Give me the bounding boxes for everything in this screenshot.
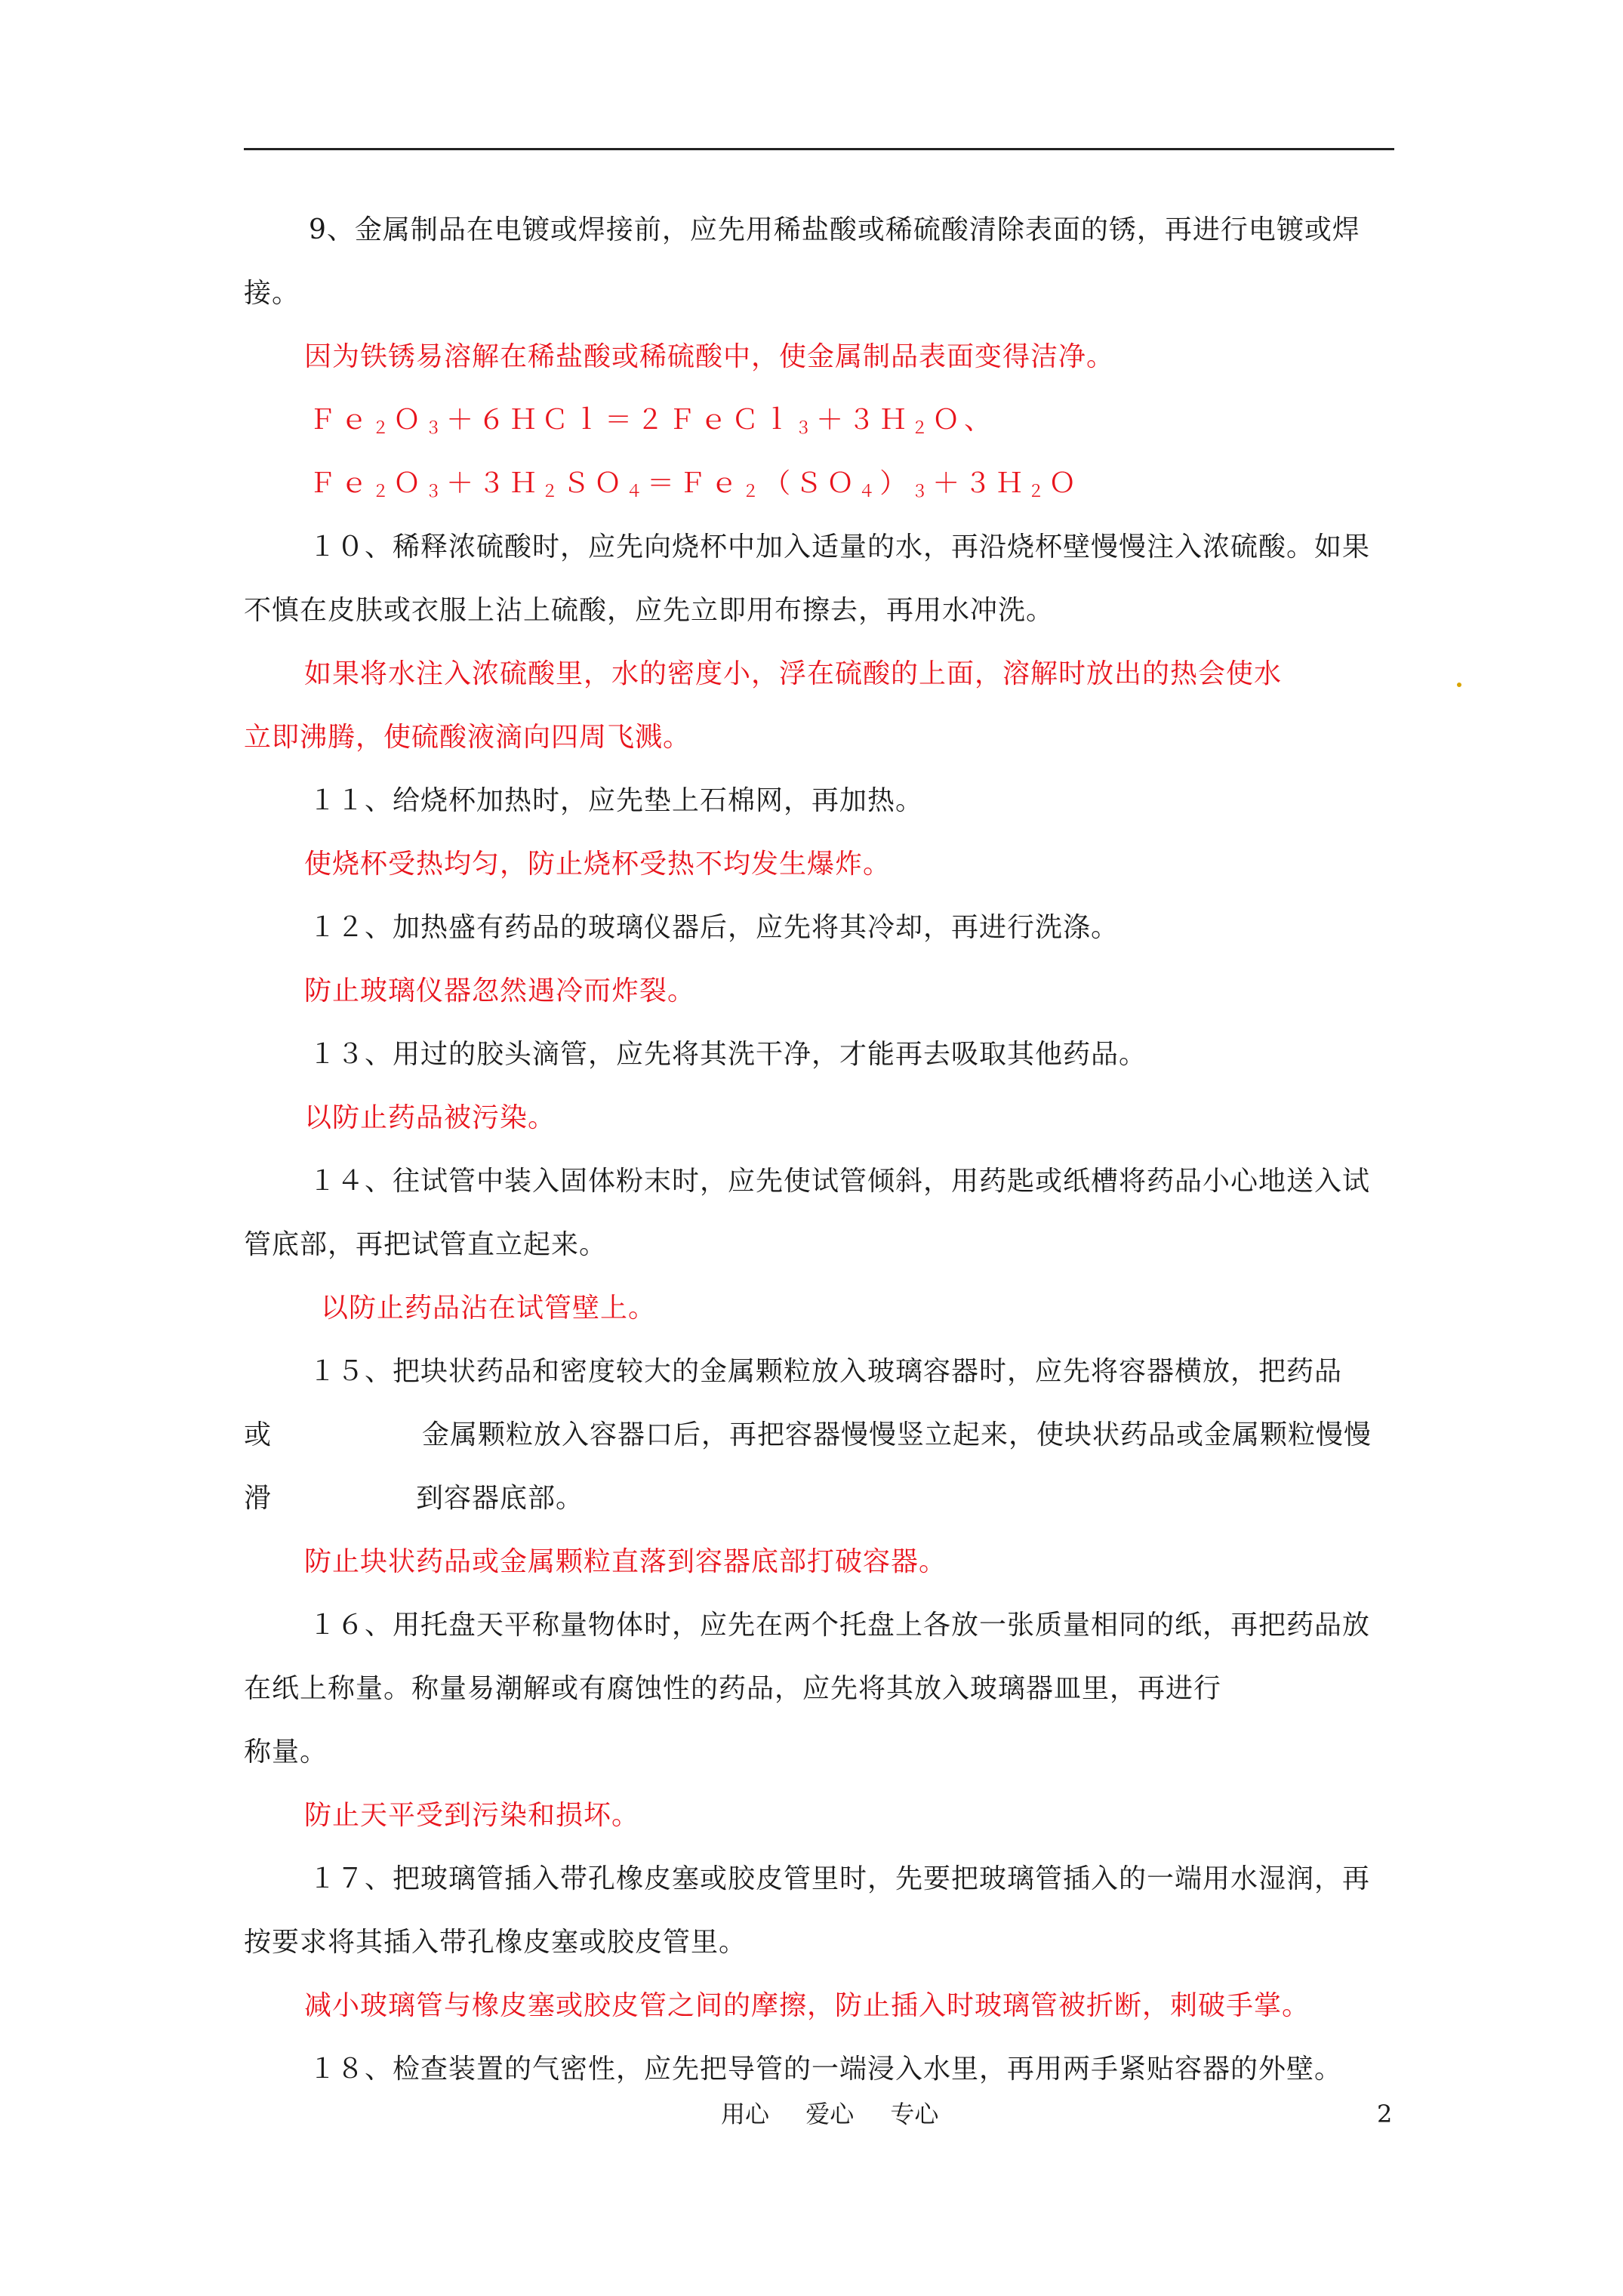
item-16-line-3: 称量。 [244, 1737, 328, 1767]
header-rule [244, 148, 1394, 150]
footer-item: 专心 [890, 2100, 939, 2128]
item-16-line-2: 在纸上称量。称量易潮解或有腐蚀性的药品，应先将其放入玻璃器皿里，再进行 [244, 1673, 1222, 1704]
decorative-dot [1457, 683, 1461, 687]
item-16-reason: 防止天平受到污染和损坏。 [304, 1800, 640, 1831]
item-15-line-2-lead: 或 [244, 1419, 273, 1450]
item-10-reason-line-1: 如果将水注入浓硫酸里，水的密度小，浮在硫酸的上面，溶解时放出的热会使水 [304, 658, 1283, 689]
item-13: １３、用过的胶头滴管，应先将其洗干净，才能再去吸取其他药品。 [309, 1039, 1147, 1070]
item-10-line-2: 不慎在皮肤或衣服上沾上硫酸，应先立即用布擦去，再用水冲洗。 [244, 595, 1055, 626]
item-10-reason-line-2: 立即沸腾，使硫酸液滴向四周飞溅。 [244, 722, 691, 753]
footer [721, 2097, 967, 2131]
equation-1: Ｆｅ$_2$Ｏ$_3$＋６ＨＣｌ＝２ＦｅＣｌ$_3$＋３Ｈ$_2$Ｏ、 [309, 405, 996, 438]
item-18: １８、检查装置的气密性，应先把导管的一端浸入水里，再用两手紧贴容器的外壁。 [309, 2054, 1343, 2085]
item-11: １１、给烧杯加热时，应先垫上石棉网，再加热。 [309, 785, 924, 816]
item-14-reason: 以防止药品沾在试管壁上。 [321, 1293, 657, 1324]
page-number: 2 [1377, 2100, 1393, 2128]
item-13-reason: 以防止药品被污染。 [304, 1102, 556, 1133]
item-16-line-1: １６、用托盘天平称量物体时，应先在两个托盘上各放一张质量相同的纸，再把药品放 [309, 1610, 1371, 1641]
item-10-line-1: １０、稀释浓硫酸时，应先向烧杯中加入适量的水，再沿烧杯壁慢慢注入浓硫酸。如果 [309, 532, 1371, 562]
item-17-line-2: 按要求将其插入带孔橡皮塞或胶皮管里。 [244, 1927, 747, 1958]
item-12-reason: 防止玻璃仪器忽然遇冷而炸裂。 [304, 975, 696, 1006]
item-15-line-1: １５、把块状药品和密度较大的金属颗粒放入玻璃容器时，应先将容器横放，把药品 [309, 1356, 1343, 1387]
item-14-line-2: 管底部，再把试管直立起来。 [244, 1229, 608, 1260]
footer-item: 爱心 [805, 2100, 855, 2128]
equation-2: $Fe_2O_3+3H_2SO_4=Fe_2(SO_4)_3+3H_2O$ [309, 468, 1081, 501]
item-9-reason: 因为铁锈易溶解在稀盐酸或稀硫酸中，使金属制品表面变得洁净。 [304, 341, 1115, 372]
item-9-line-1: 9、金属制品在电镀或焊接前，应先用稀盐酸或稀硫酸清除表面的锈，再进行电镀或焊 [309, 214, 1360, 245]
item-15-line-3-lead: 滑 [244, 1483, 273, 1514]
item-15-line-2: 金属颗粒放入容器口后，再把容器慢慢竖立起来，使块状药品或金属颗粒慢慢 [422, 1419, 1372, 1450]
item-15-reason: 防止块状药品或金属颗粒直落到容器底部打破容器。 [304, 1546, 947, 1577]
item-14-line-1: １４、往试管中装入固体粉末时，应先使试管倾斜，用药匙或纸槽将药品小心地送入试 [309, 1166, 1371, 1197]
item-17-reason: 减小玻璃管与橡皮塞或胶皮管之间的摩擦，防止插入时玻璃管被折断，刺破手掌。 [304, 1990, 1310, 2021]
item-12: １２、加热盛有药品的玻璃仪器后，应先将其冷却，再进行洗涤。 [309, 912, 1119, 943]
footer-item: 用心 [721, 2100, 770, 2128]
item-11-reason: 使烧杯受热均匀，防止烧杯受热不均发生爆炸。 [304, 849, 892, 880]
item-15-line-3: 到容器底部。 [416, 1483, 584, 1514]
item-17-line-1: １７、把玻璃管插入带孔橡皮塞或胶皮管里时，先要把玻璃管插入的一端用水湿润，再 [309, 1863, 1371, 1894]
item-9-line-2: 接。 [244, 278, 300, 309]
